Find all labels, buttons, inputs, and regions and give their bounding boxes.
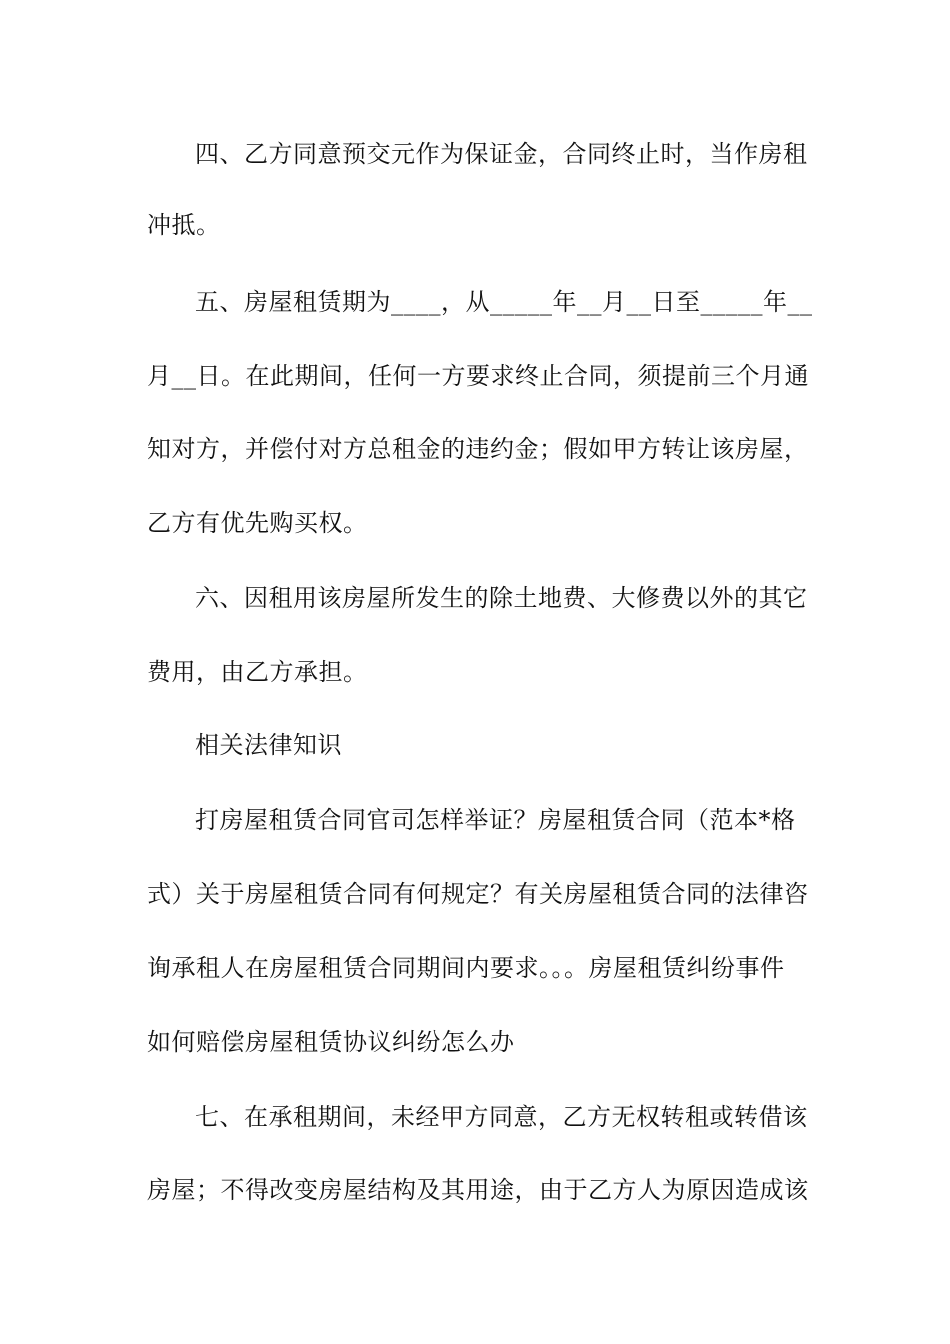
clause-4-line-2: 冲抵。 [147, 211, 221, 239]
clause-4-line-1: 四、乙方同意预交元作为保证金，合同终止时，当作房租 [195, 140, 808, 168]
clause-7-line-1: 七、在承租期间，未经甲方同意，乙方无权转租或转借该 [195, 1103, 808, 1131]
clause-6-line-1: 六、因租用该房屋所发生的除土地费、大修费以外的其它 [195, 584, 808, 612]
section-heading-legal-knowledge: 相关法律知识 [195, 731, 342, 759]
legal-paragraph-line-2: 式）关于房屋租赁合同有何规定？有关房屋租赁合同的法律咨 [147, 880, 809, 908]
legal-paragraph-line-3: 询承租人在房屋租赁合同期间内要求。。。房屋租赁纠纷事件 [147, 954, 785, 982]
clause-5-line-3: 知对方，并偿付对方总租金的违约金；假如甲方转让该房屋， [147, 435, 809, 463]
clause-5-line-4: 乙方有优先购买权。 [147, 509, 368, 537]
clause-5-line-1: 五、房屋租赁期为____，从_____年__月__日至_____年__ [195, 288, 813, 316]
legal-paragraph-line-4: 如何赔偿房屋租赁协议纠纷怎么办 [147, 1028, 515, 1056]
clause-6-line-2: 费用，由乙方承担。 [147, 658, 368, 686]
clause-5-line-2: 月__日。在此期间，任何一方要求终止合同，须提前三个月通 [147, 362, 809, 390]
legal-paragraph-line-1: 打房屋租赁合同官司怎样举证？房屋租赁合同（范本*格 [195, 806, 796, 834]
clause-7-line-2: 房屋；不得改变房屋结构及其用途，由于乙方人为原因造成该 [147, 1176, 809, 1204]
